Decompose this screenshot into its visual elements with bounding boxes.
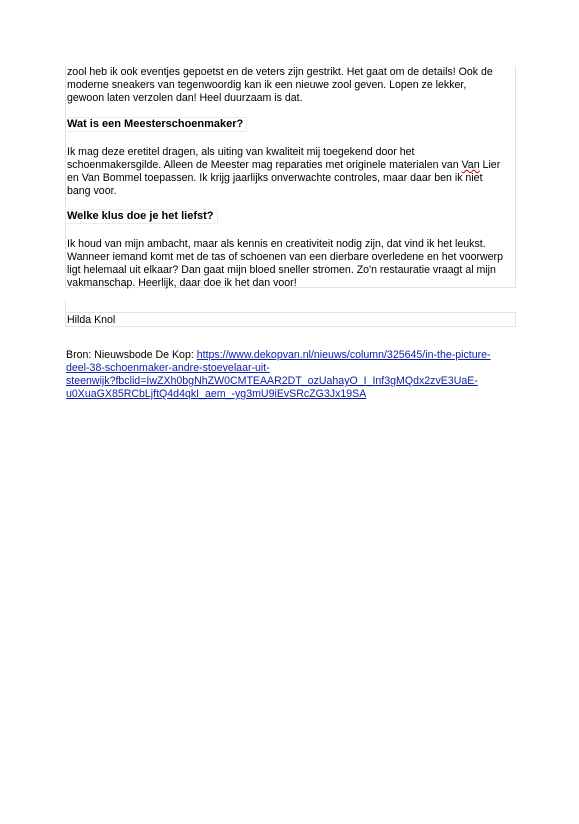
line-text: Lier	[479, 159, 501, 171]
paragraph-line	[67, 159, 517, 172]
source-link[interactable]: https://www.dekopvan.nl/nieuws/column/325645/in-the-picture-	[196, 349, 491, 361]
textbox-edge	[65, 300, 66, 312]
source-link[interactable]: u0XuaGX85RCbLjftQ4d4qkI_aem_-yg3mU9iEvSRcZG3Jx19SA	[66, 388, 367, 400]
paragraph-line: en Van Bommel toepassen. Ik krijg jaarlijks onverwachte controles, maar daar ben ik niet	[67, 172, 483, 184]
intro-line: gewoon laten verzolen dan! Heel duurzaam is dat.	[67, 92, 303, 104]
paragraph-line: Ik houd van mijn ambacht, maar als kennis en creativiteit nodig zijn, dat vind ik het leukst.	[67, 238, 486, 250]
intro-line: moderne sneakers van tegenwoordig kan ik een nieuwe zool geven. Lopen ze lekker,	[67, 79, 467, 91]
source-link[interactable]: steenwijk?fbclid=IwZXh0bgNhZW0CMTEAAR2DT_ozUahayO_I_Inf3gMQdx2zvE3UaE-	[66, 375, 478, 387]
heading-meesterschoenmaker: Wat is een Meesterschoenmaker?	[67, 117, 247, 132]
heading-favourite-job: Welke klus doe je het liefst?	[67, 209, 218, 224]
source-citation	[66, 349, 516, 401]
source-link[interactable]: deel-38-schoenmaker-andre-stoevelaar-uit-	[66, 362, 270, 374]
source-prefix: Bron: Nieuwsbode De Kop:	[66, 349, 197, 361]
paragraph-line: Wanneer iemand komt met de tas of schoenen van een dierbare overledene en het voorwerp	[67, 251, 503, 263]
intro-paragraph	[67, 66, 517, 105]
line-text: schoenmakersgilde. Alleen de Meester mag reparaties met originele materialen van	[67, 159, 462, 171]
article-text-box	[65, 66, 516, 288]
favourite-job-paragraph	[67, 238, 517, 290]
paragraph-line: bang voor.	[67, 185, 117, 197]
paragraph-line: Ik mag deze eretitel dragen, als uiting van kwaliteit mij toegekend door het	[67, 146, 415, 158]
meester-paragraph	[67, 146, 517, 198]
author-text-box	[65, 312, 516, 327]
author-name: Hilda Knol	[67, 314, 116, 326]
paragraph-line: ligt helemaal uit elkaar? Dan gaat mijn bloed sneller stromen. Zo'n restauratie vraagt al mijn	[67, 264, 496, 276]
paragraph-line: vakmanschap. Heerlijk, daar doe ik het dan voor!	[67, 277, 297, 289]
intro-line: zool heb ik ook eventjes gepoetst en de veters zijn gestrikt. Het gaat om de details! Ook de	[67, 66, 493, 78]
spellcheck-flagged-word[interactable]: Van	[461, 159, 480, 171]
source-line	[66, 349, 516, 362]
